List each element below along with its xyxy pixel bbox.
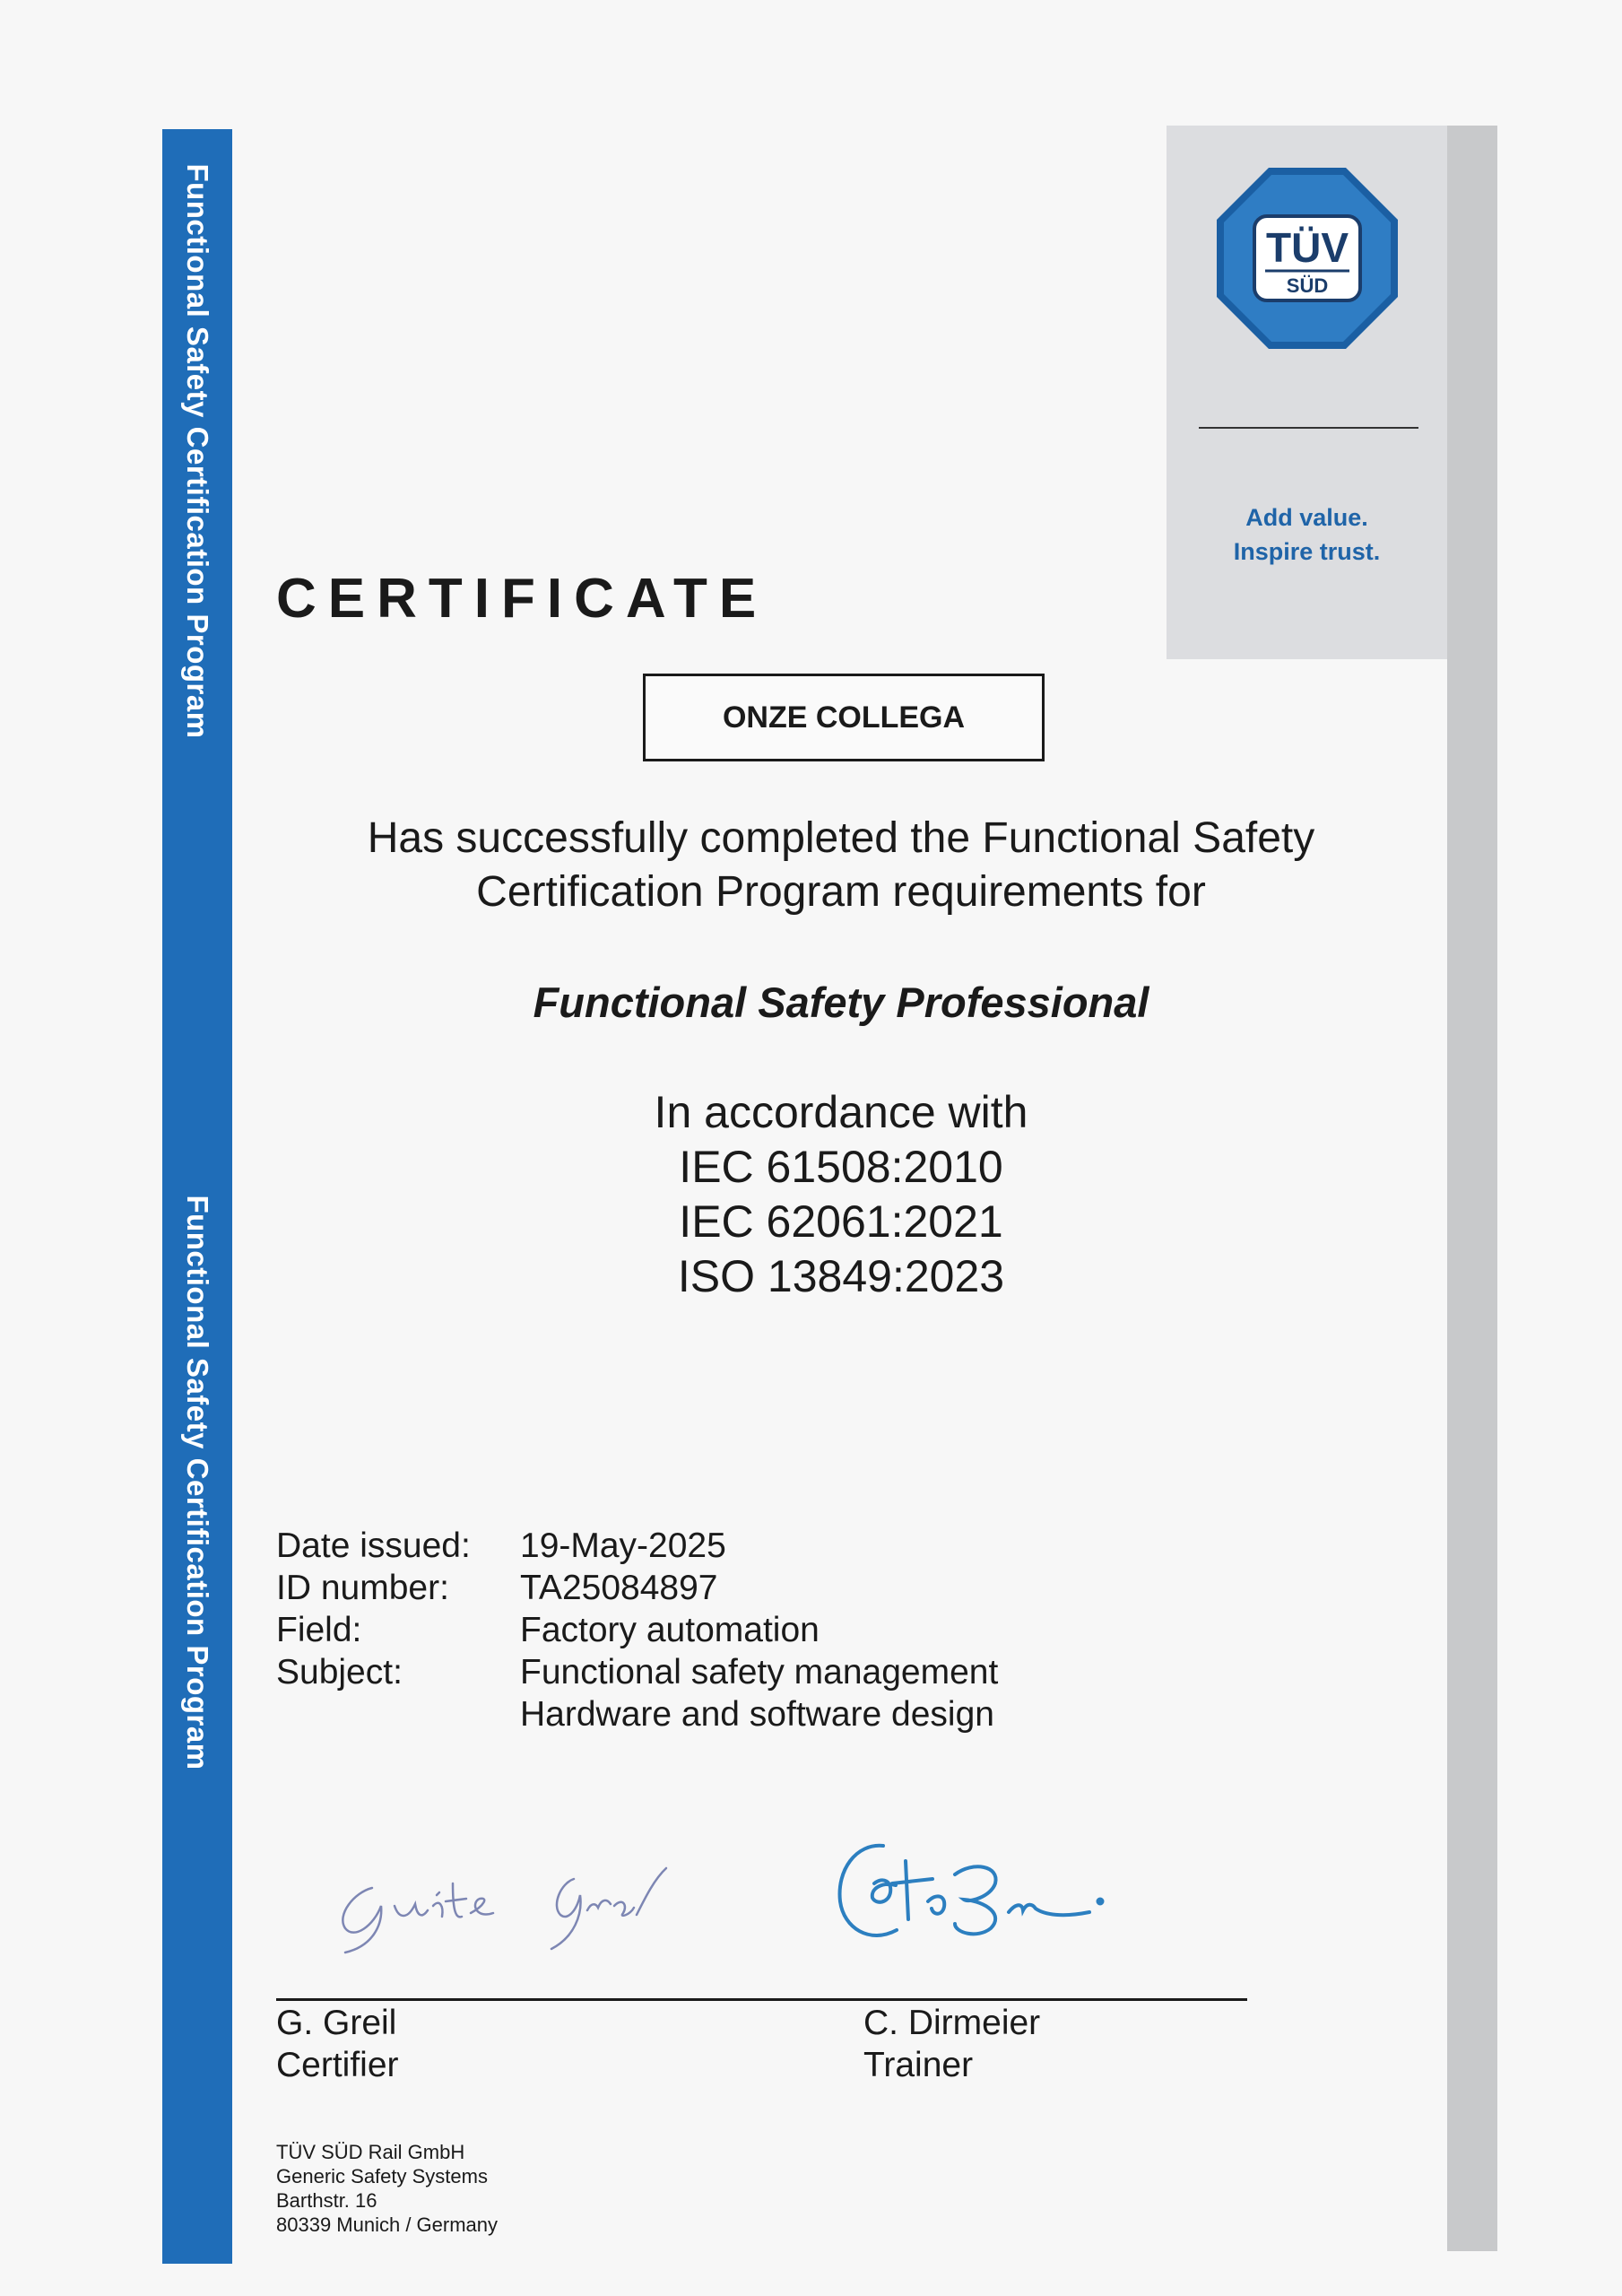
completion-line1: Has successfully completed the Functional Safety <box>367 814 1315 862</box>
detail-row-id <box>276 1567 998 1609</box>
id-label: ID number: <box>276 1569 449 1607</box>
signature-left-icon <box>318 1843 713 1960</box>
signature-line <box>276 1998 1247 2001</box>
detail-row-subject-continued <box>276 1693 998 1735</box>
sidebar-text-bottom: Functional Safety Certification Program <box>181 1195 214 1770</box>
date-label: Date issued: <box>276 1526 471 1565</box>
address-line: 80339 Munich / Germany <box>276 2213 499 2236</box>
detail-row-field <box>276 1609 998 1651</box>
logo-panel <box>1167 126 1447 659</box>
address-line: Generic Safety Systems <box>276 2165 488 2187</box>
signer-left-name: G. Greil <box>276 2004 397 2042</box>
subject-value: Functional safety management <box>520 1653 999 1692</box>
standards-block <box>213 1085 1469 1304</box>
standard-item: ISO 13849:2023 <box>677 1251 1005 1301</box>
logo-brand-top: TÜV <box>1266 224 1349 271</box>
subject-label: Subject: <box>276 1653 403 1692</box>
certificate-details <box>276 1525 998 1735</box>
address-line: Barthstr. 16 <box>276 2189 377 2212</box>
signer-right <box>863 2002 1040 2086</box>
subject-value: Hardware and software design <box>520 1695 994 1734</box>
address-line: TÜV SÜD Rail GmbH <box>276 2141 465 2163</box>
tagline-line2: Inspire trust. <box>1233 538 1381 565</box>
recipient-name-box <box>643 674 1045 761</box>
field-label: Field: <box>276 1611 362 1649</box>
recipient-name: ONZE COLLEGA <box>722 700 966 735</box>
detail-row-date <box>276 1525 998 1567</box>
signer-right-name: C. Dirmeier <box>863 2004 1041 2042</box>
certificate-title: CERTIFICATE <box>276 568 768 630</box>
signer-left <box>276 2002 399 2086</box>
qualification-title: Functional Safety Professional <box>533 978 1149 1026</box>
signer-right-role: Trainer <box>863 2046 974 2084</box>
accordance-intro: In accordance with <box>654 1087 1028 1137</box>
tagline-line1: Add value. <box>1245 504 1368 531</box>
signature-right-icon <box>820 1830 1143 1964</box>
standard-item: IEC 62061:2021 <box>679 1196 1003 1247</box>
standard-item: IEC 61508:2010 <box>679 1142 1003 1192</box>
id-value: TA25084897 <box>520 1569 718 1607</box>
issuer-address <box>276 2140 498 2237</box>
signer-left-role: Certifier <box>276 2046 399 2084</box>
sidebar-text-top: Functional Safety Certification Program <box>181 163 214 739</box>
logo-brand-bottom: SÜD <box>1286 274 1329 297</box>
field-value: Factory automation <box>520 1611 820 1649</box>
logo-divider <box>1199 427 1418 429</box>
completion-statement <box>213 812 1469 919</box>
date-value: 19-May-2025 <box>520 1526 726 1565</box>
tuv-sud-logo-icon <box>1215 166 1400 351</box>
completion-line2: Certification Program requirements for <box>476 868 1206 916</box>
detail-row-subject <box>276 1651 998 1693</box>
